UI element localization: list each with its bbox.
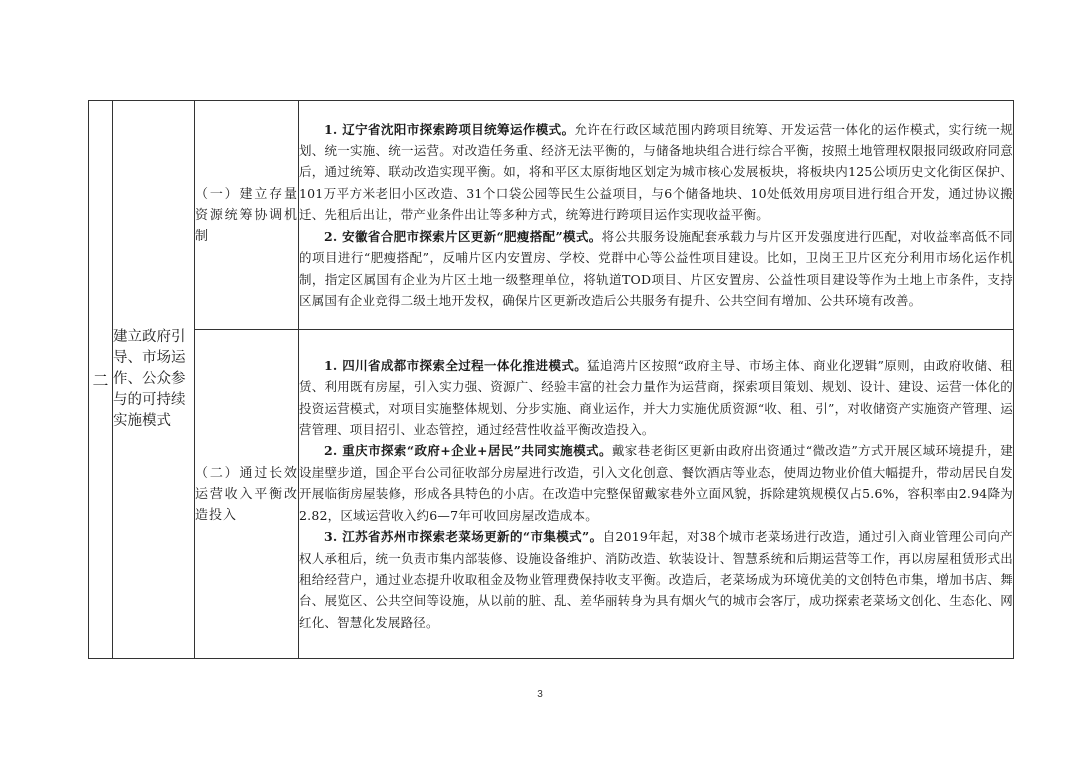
section-number: 二 [89, 101, 113, 659]
paragraph-title: 2. 重庆市探索“政府+企业+居民”共同实施模式。 [324, 443, 612, 459]
paragraph [299, 119, 1013, 226]
sub-heading-1: （一）建立存量资源统筹协调机制 [195, 101, 299, 330]
page-number: 3 [537, 689, 543, 700]
paragraph [299, 526, 1013, 633]
table-row [89, 101, 1014, 330]
paragraph [299, 440, 1013, 526]
content-cell-1 [299, 101, 1014, 330]
paragraph-text: 猛追湾片区按照“政府主导、市场主体、商业化逻辑”原则，由政府收储、租赁、利用既有房屋，引入实力强、资源广、经验丰富的社会力量作为运营商，探索项目策划、规划、设计、建设、运营一体化的投资运营模式，对项目实施整体规划、分步实施、商业运作，并大力实施优质资源“收、租、引”，对收储资产实施资产管理、运营管理、项目招引、业态管控，通过经营性收益平衡改造投入。 [299, 357, 1013, 438]
paragraph [299, 226, 1013, 312]
sub-heading-2: （二）通过长效运营收入平衡改造投入 [195, 330, 299, 659]
content-cell-2 [299, 330, 1014, 659]
paragraph-text: 自2019年起，对38个城市老菜场进行改造，通过引入商业管理公司向产权人承租后，统一负责市集内部装修、设施设备维护、消防改造、软装设计、智慧系统和后期运营等工作，再以房屋租赁形式出租给经营户，通过业态提升收取租金及物业管理费保持收支平衡。改造后，老菜场成为环境优美的文创特色市集，增加书店、舞台、展览区、公共空间等设施，从以前的脏、乱、差华丽转身为具有烟火气的城市会客厅，成功探索老菜场文创化、生态化、网红化、智慧化发展路径。 [299, 529, 1013, 630]
paragraph-text: 允许在行政区域范围内跨项目统筹、开发运营一体化的运作模式，实行统一规划、统一实施、统一运营。对改造任务重、经济无法平衡的，与储备地块组合进行综合平衡，按照土地管理权限报同级政府同意后，通过统筹、联动改造实现平衡。如，将和平区太原街地区划定为城市核心发展板块，将板块内125公顷历史文化街区保护、101万平方米老旧小区改造、31个口袋公园等民生公益项目，与6个储备地块、10处低效用房项目进行组合开发，通过协议搬迁、先租后出让，带产业条件出让等多种方式，统筹进行跨项目运作实现收益平衡。 [299, 121, 1013, 223]
paragraph-title: 3. 江苏省苏州市探索老菜场更新的“市集模式”。 [324, 529, 603, 545]
paragraph-title: 1. 辽宁省沈阳市探索跨项目统筹运作模式。 [324, 121, 575, 137]
category-cell: 建立政府引导、市场运作、公众参与的可持续实施模式 [113, 101, 195, 659]
paragraph-text: 戴家巷老街区更新由政府出资通过“微改造”方式开展区域环境提升，建设崖壁步道，国企平台公司征收部分房屋进行改造，引入文化创意、餐饮酒店等业态，使周边物业价值大幅提升，带动居民自发开展临街房屋装修，形成各具特色的小店。在改造中完整保留戴家巷外立面风貌，拆除建筑规模仅占5.6%，容积率由2.94降为2.82，区域运营收入约6—7年可收回房屋改造成本。 [299, 443, 1013, 523]
policy-table [88, 100, 1014, 659]
paragraph-title: 1. 四川省成都市探索全过程一体化推进模式。 [324, 357, 588, 373]
paragraph-text: 将公共服务设施配套承载力与片区开发强度进行匹配，对收益率高低不同的项目进行“肥瘦搭配”，反哺片区内安置房、学校、党群中心等公益性项目建设。比如，卫岗王卫片区充分利用市场化运作机制，指定区属国有企业为片区土地一级整理单位，将轨道TOD项目、片区安置房、公益性项目建设等作为土地上市条件，支持区属国有企业竞得二级土地开发权，确保片区更新改造后公共服务有提升、公共空间有增加、公共环境有改善。 [299, 228, 1013, 308]
paragraph-title: 2. 安徽省合肥市探索片区更新“肥瘦搭配”模式。 [324, 228, 602, 244]
table-row [89, 330, 1014, 659]
paragraph [299, 355, 1013, 441]
